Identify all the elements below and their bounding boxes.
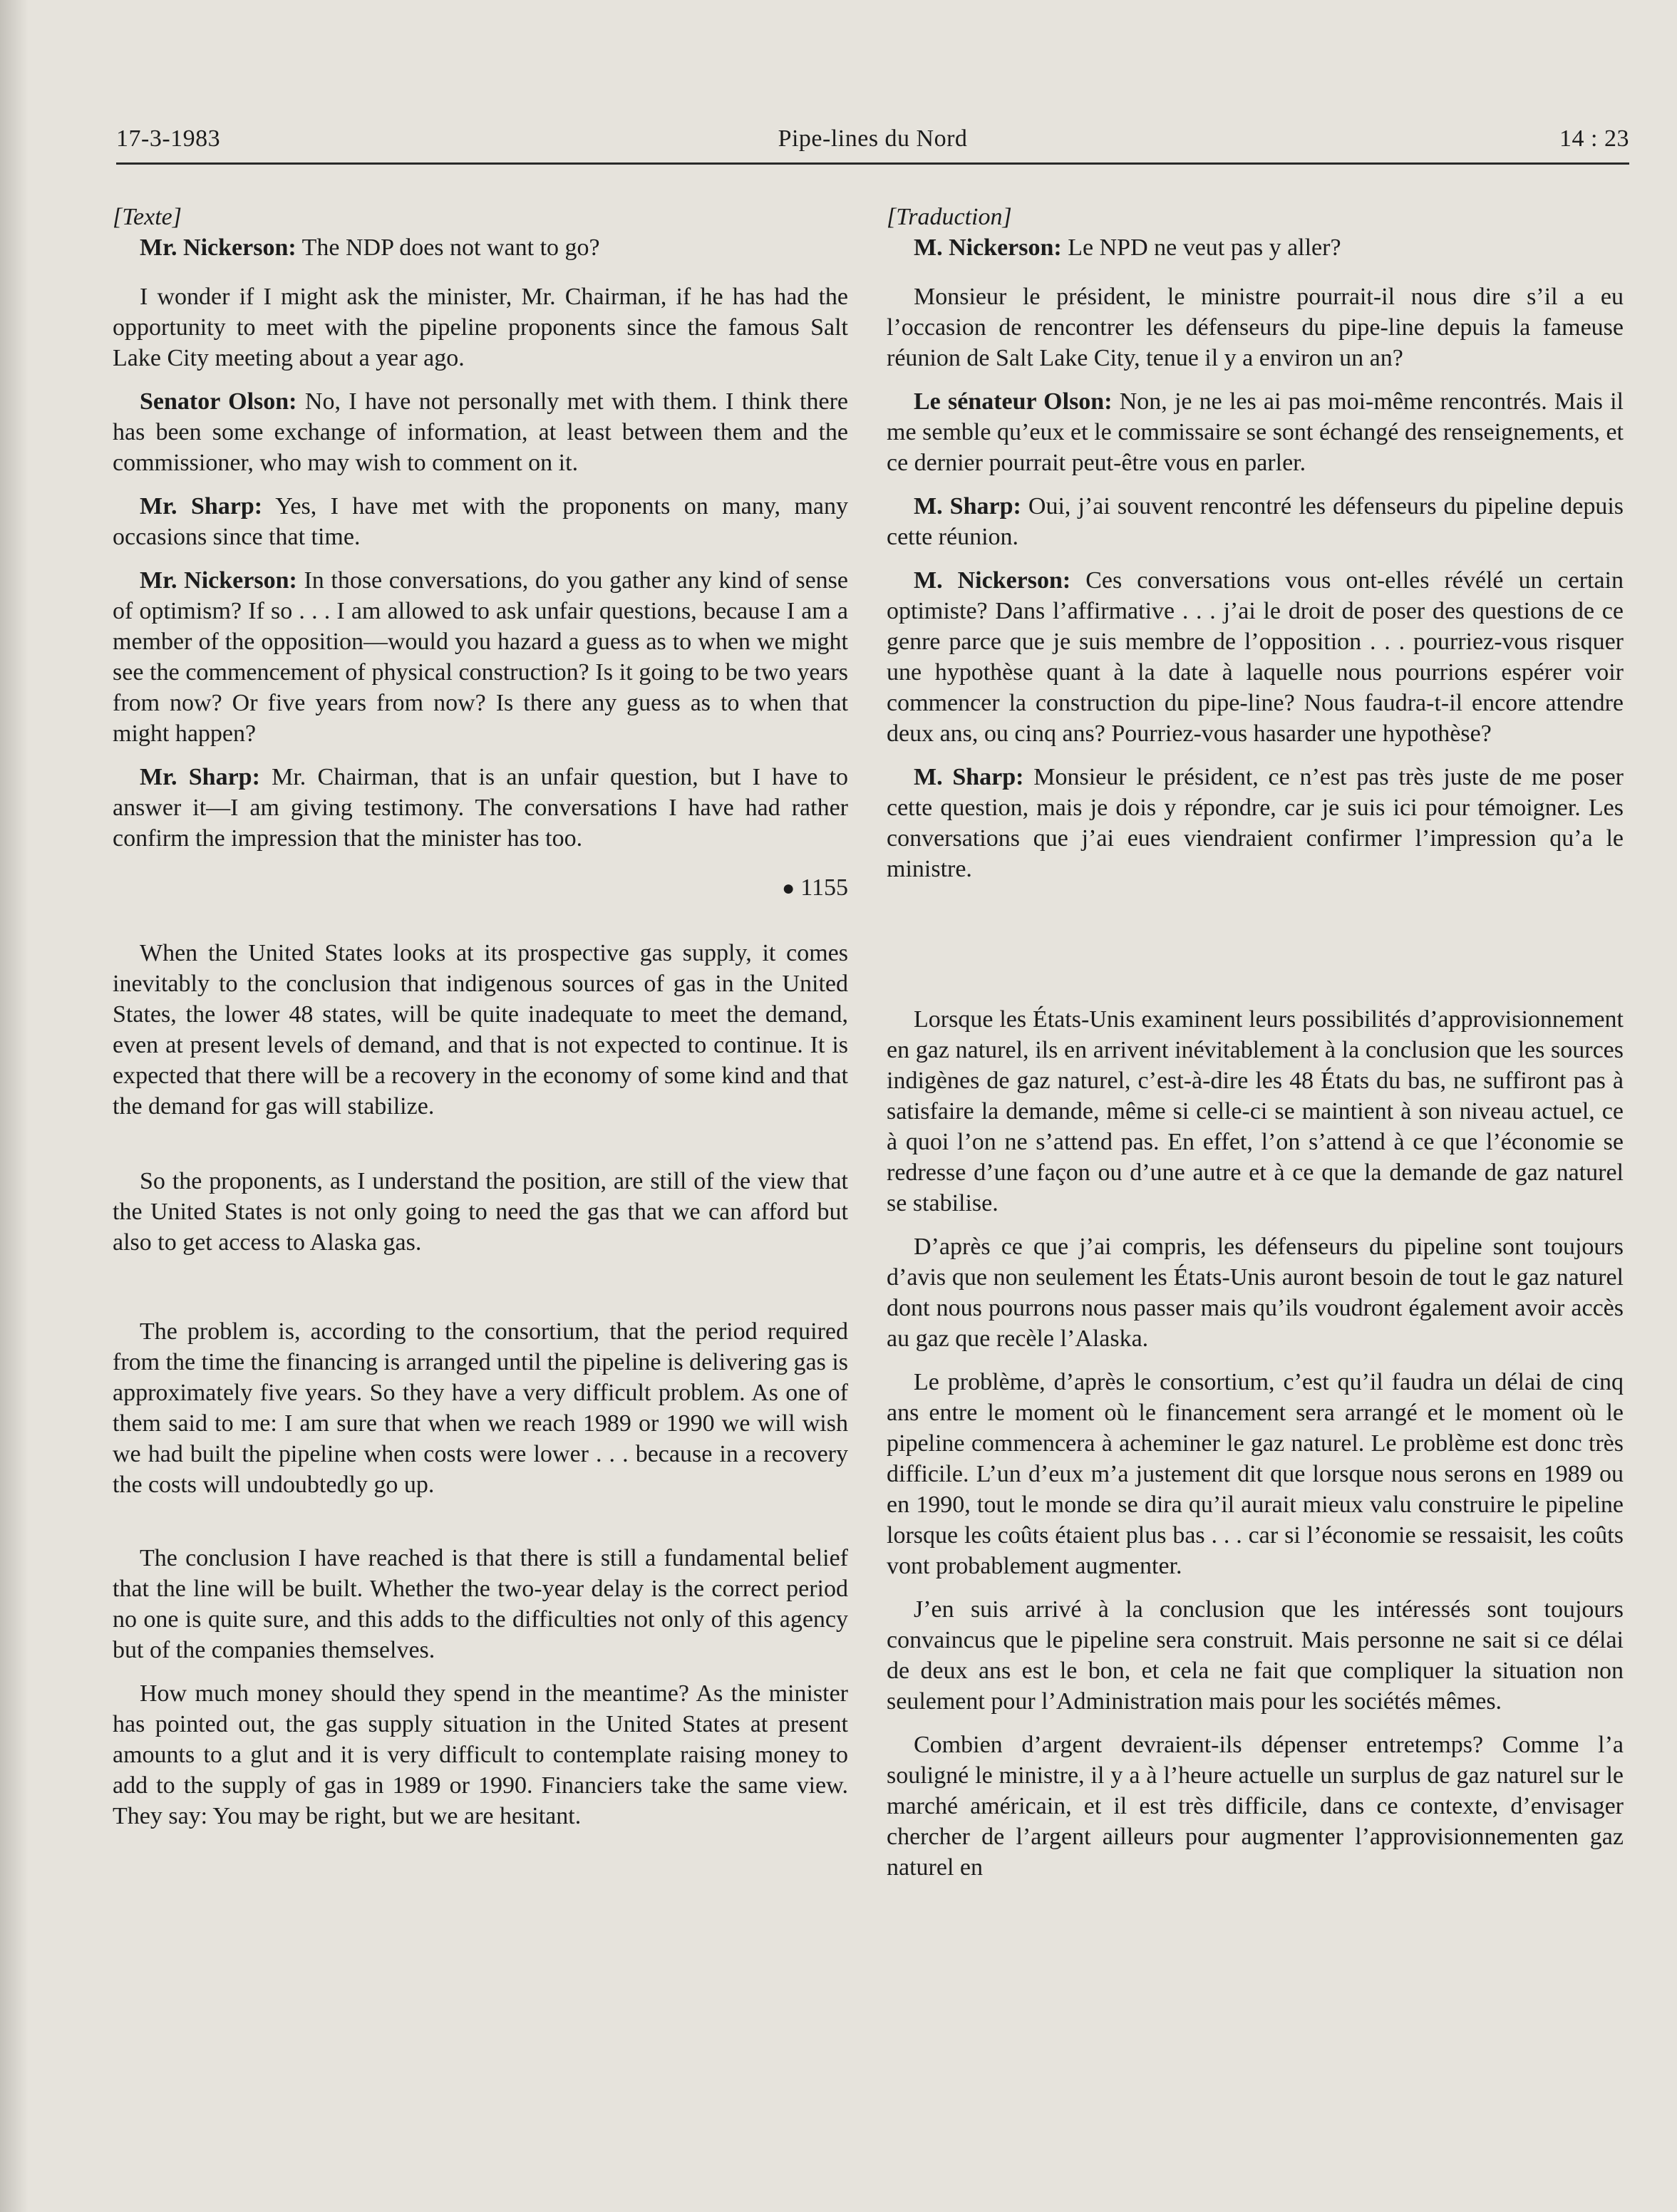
paragraph [113, 232, 848, 263]
speaker-name: Le sénateur Olson: [914, 388, 1113, 415]
paragraph-text: How much money should they spend in the meantime? As the minister has pointed out, the gas supply situation in the United States at present amounts to a glut and it is very difficult to contemplate raising money to add to the supply of gas in 1989 or 1990. Financiers take the same view. They say: You may be right, but we are hesitant. [113, 1680, 848, 1829]
paragraph [113, 386, 848, 478]
speaker-name: M. Sharp: [914, 493, 1021, 520]
speaker-name: M. Nickerson: [914, 567, 1071, 594]
paragraph-text: Monsieur le président, ce n’est pas très juste de me poser cette question, mais je dois y répondre, car je suis ici pour témoigner. Les conversations que j’ai eues viendraient confirmer l’impression qu’a le ministre. [887, 764, 1624, 882]
paragraph-text: Monsieur le président, le ministre pourrait-il nous dire s’il a eu l’occasion de rencontrer les défenseurs du pipe-line depuis la fameuse réunion de Salt Lake City, tenue il y a environ un an? [887, 284, 1624, 371]
left-column [113, 202, 848, 1844]
paragraph [113, 1166, 848, 1258]
paragraph-text: No, I have not personally met with them. I think there has been some exchange of information, at least between them and the commissioner, who may wish to comment on it. [113, 388, 848, 476]
paragraph-text: Lorsque les États-Unis examinent leurs possibilités d’approvisionnement en gaz naturel, ils en arrivent inévitablement à la conclusion que les sources indigènes de gaz naturel, c’est-à-dire les 48 États du bas, ne suffiront pas à satisfaire la demande, même si celle-ci se maintient à son niveau actuel, ce à quoi l’on ne s’attend pas. En effet, l’on s’attend à ce que l’économie se redresse d’une façon ou d’une autre et à ce que la demande de gaz naturel se stabilise. [887, 1006, 1624, 1216]
paragraph-text: D’après ce que j’ai compris, les défenseurs du pipeline sont toujours d’avis que non seulement les États-Unis auront besoin de tout le gaz naturel dont nous pourrons nous passer mais qu’ils voudront également avoir accès au gaz que recèle l’Alaska. [887, 1234, 1624, 1352]
speaker-name: Mr. Sharp: [140, 493, 263, 520]
paragraph [113, 1543, 848, 1665]
column-label: [Traduction] [887, 204, 1012, 230]
paragraph-text: So the proponents, as I understand the position, are still of the view that the United States is not only going to need the gas that we can afford but also to get access to Alaska gas. [113, 1168, 848, 1256]
paragraph-text: The problem is, according to the consortium, that the period required from the time the financing is arranged until the pipeline is delivering gas is approximately five years. So they have a very difficult problem. As one of them said to me: I am sure that when we reach 1989 or 1990 we will wish we had built the pipeline when costs were lower . . . because in a recovery the costs will undoubtedly go up. [113, 1318, 849, 1498]
paragraph [887, 1367, 1624, 1581]
paragraph-text: J’en suis arrivé à la conclusion que les intéressés sont toujours convaincus que le pipeline sera construit. Mais personne ne sait si ce délai de deux ans est le bon, et cela ne fait que compliquer la situation non seulement pour l’Administration mais pour les sociétés mêmes. [887, 1596, 1624, 1715]
header-title: Pipe-lines du Nord [778, 125, 968, 152]
time-marker-value: 1155 [800, 874, 848, 901]
paragraph [113, 1678, 848, 1831]
right-column [887, 202, 1624, 1896]
paragraph-text: Oui, j’ai souvent rencontré les défenseurs du pipeline depuis cette réunion. [887, 493, 1624, 550]
paragraph-text: In those conversations, do you gather any kind of sense of optimism? If so . . . I am allowed to ask unfair questions, because I am a member of the opposition—would you hazard a guess as to when we might see the commencement of physical construction? Is it going to be two years from now? Or five years from now? Is there any guess as to when that might happen? [113, 567, 848, 747]
paragraph [887, 1594, 1624, 1717]
header-rule [116, 162, 1629, 165]
paragraph-text: Non, je ne les ai pas moi-même rencontrés. Mais il me semble qu’eux et le commissaire se sont échangé des renseignements, et ce dernier pourrait peut-être vous en parler. [887, 388, 1624, 476]
paragraph [113, 281, 848, 373]
speaker-name: M. Sharp: [914, 764, 1024, 790]
paragraph [113, 491, 848, 552]
speaker-name: Senator Olson: [140, 388, 297, 415]
speaker-name: Mr. Nickerson: [140, 567, 297, 594]
paragraph [887, 1730, 1624, 1883]
paragraph-text: Yes, I have met with the proponents on many, many occasions since that time. [113, 493, 848, 550]
paragraph [887, 281, 1624, 373]
bullet-icon: ● [782, 877, 795, 900]
paragraph [887, 762, 1624, 884]
page-header [116, 125, 1629, 161]
paragraph [113, 1316, 848, 1500]
paragraph [113, 565, 848, 749]
header-date: 17-3-1983 [116, 125, 221, 152]
paragraph-text: When the United States looks at its prospective gas supply, it comes inevitably to the conclusion that indigenous sources of gas in the United States, the lower 48 states, will be quite inadequate to meet the demand, even at present levels of demand, and that is not expected to continue. It is expected that there will be a recovery in the economy of some kind and that the demand for gas will stabilize. [113, 940, 848, 1120]
page-edge-shadow [0, 0, 29, 2212]
paragraph-text: Mr. Chairman, that is an unfair question, but I have to answer it—I am giving testimony. The conversations I have had rather confirm the impression that the minister has too. [113, 764, 849, 852]
paragraph [887, 1231, 1624, 1354]
speaker-name: M. Nickerson: [914, 234, 1062, 261]
paragraph [887, 1004, 1624, 1219]
paragraph-text: Combien d’argent devraient-ils dépenser entretemps? Comme l’a souligné le ministre, il y a à l’heure actuelle un surplus de gaz naturel sur le marché américain, et il est très difficile, dans ce contexte, d’envisager chercher de l’argent ailleurs pour augmenter l’approvisionnementen gaz naturel en [887, 1732, 1624, 1881]
column-label: [Texte] [113, 204, 182, 230]
paragraph-text: The conclusion I have reached is that there is still a fundamental belief that the line will be built. Whether the two-year delay is the correct period no one is quite sure, and this adds to the difficulties not only of this agency but of the companies themselves. [113, 1545, 848, 1663]
paragraph-text: The NDP does not want to go? [296, 234, 600, 261]
paragraph [113, 938, 848, 1122]
header-page-number: 14 : 23 [1559, 125, 1629, 152]
paragraph-text: Le problème, d’après le consortium, c’est qu’il faudra un délai de cinq ans entre le moment où le financement sera arrangé et le moment où le pipeline commencera à acheminer le gaz naturel. Le problème est donc très difficile. L’un d’eux m’a justement dit que lorsque nous serons en 1989 ou en 1990, tout le monde se dira qu’il aurait mieux valu construire le pipeline lorsque les coûts étaient plus bas . . . car si l’économie se ressaisit, les coûts vont probablement augmenter. [887, 1369, 1624, 1579]
time-marker [113, 872, 848, 904]
paragraph [113, 762, 848, 854]
paragraph [887, 386, 1624, 478]
paragraph [887, 565, 1624, 749]
paragraph-text: Ces conversations vous ont-elles révélé un certain optimiste? Dans l’affirmative . . . j’ai le droit de poser des questions de ce genre parce que je suis membre de l’opposition . . . pourriez-vous risquer une hypothèse quant à la date à laquelle nous pourrions espérer voir commencer la construction du pipe-line? Nous faudra-t-il encore attendre deux ans, ou cinq ans? Pourriez-vous hasarder une hypothèse? [887, 567, 1624, 747]
speaker-name: Mr. Nickerson: [140, 234, 296, 261]
paragraph-text: I wonder if I might ask the minister, Mr. Chairman, if he has had the opportunity to meet with the pipeline proponents since the famous Salt Lake City meeting about a year ago. [113, 284, 848, 371]
paragraph-text: Le NPD ne veut pas y aller? [1061, 234, 1341, 261]
speaker-name: Mr. Sharp: [140, 764, 260, 790]
paragraph [887, 491, 1624, 552]
paragraph [887, 232, 1624, 263]
